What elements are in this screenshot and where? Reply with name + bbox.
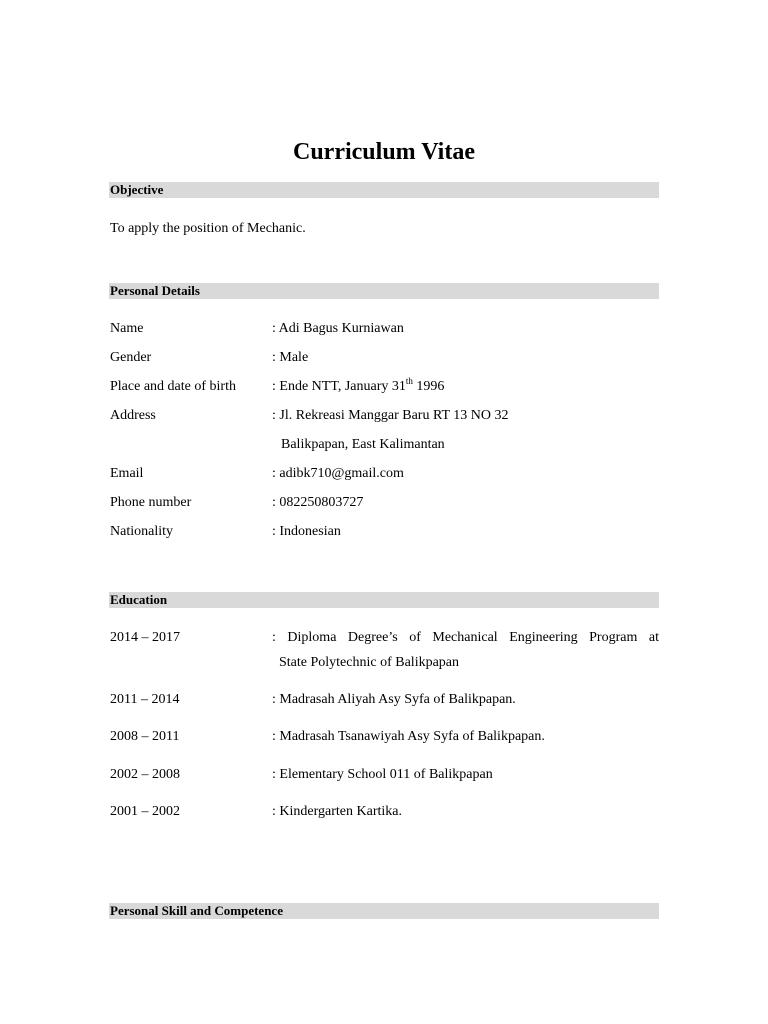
education-years: 2008 – 2011	[110, 729, 180, 744]
phone-label: Phone number	[110, 495, 192, 510]
birth-label: Place and date of birth	[110, 379, 236, 394]
section-heading-education: Education	[109, 592, 659, 608]
gender-label: Gender	[110, 350, 152, 365]
gender-value: : Male	[272, 350, 309, 365]
section-heading-objective: Objective	[109, 182, 659, 198]
email-value: : adibk710@gmail.com	[272, 466, 404, 481]
education-years: 2002 – 2008	[110, 767, 180, 782]
education-institution: : Madrasah Tsanawiyah Asy Syfa of Balikpapan.	[272, 729, 545, 744]
section-heading-skills: Personal Skill and Competence	[109, 903, 659, 919]
name-value: : Adi Bagus Kurniawan	[272, 321, 404, 336]
education-institution: : Madrasah Aliyah Asy Syfa of Balikpapan.	[272, 692, 516, 707]
education-institution-cont: State Polytechnic of Balikpapan	[279, 655, 460, 670]
birth-value	[272, 376, 445, 395]
email-label: Email	[110, 466, 144, 481]
address-line-2: Balikpapan, East Kalimantan	[281, 437, 445, 452]
birth-value-year: 1996	[412, 379, 445, 394]
education-years: 2011 – 2014	[110, 692, 180, 707]
address-label: Address	[110, 408, 156, 423]
education-institution: : Kindergarten Kartika.	[272, 804, 402, 819]
nationality-label: Nationality	[110, 524, 173, 539]
address-line-1: : Jl. Rekreasi Manggar Baru RT 13 NO 32	[272, 408, 509, 423]
objective-text: To apply the position of Mechanic.	[110, 221, 306, 236]
birth-value-main: : Ende NTT, January 31	[272, 379, 406, 394]
education-institution: : Diploma Degree’s of Mechanical Engineering Program at	[272, 630, 659, 645]
birth-value-ordinal: th	[405, 376, 413, 386]
nationality-value: : Indonesian	[272, 524, 341, 539]
education-institution: : Elementary School 011 of Balikpapan	[272, 767, 493, 782]
education-years: 2001 – 2002	[110, 804, 180, 819]
phone-value: : 082250803727	[272, 495, 364, 510]
section-heading-personal-details: Personal Details	[109, 283, 659, 299]
name-label: Name	[110, 321, 144, 336]
page-title: Curriculum Vitae	[293, 139, 475, 165]
education-years: 2014 – 2017	[110, 630, 180, 645]
